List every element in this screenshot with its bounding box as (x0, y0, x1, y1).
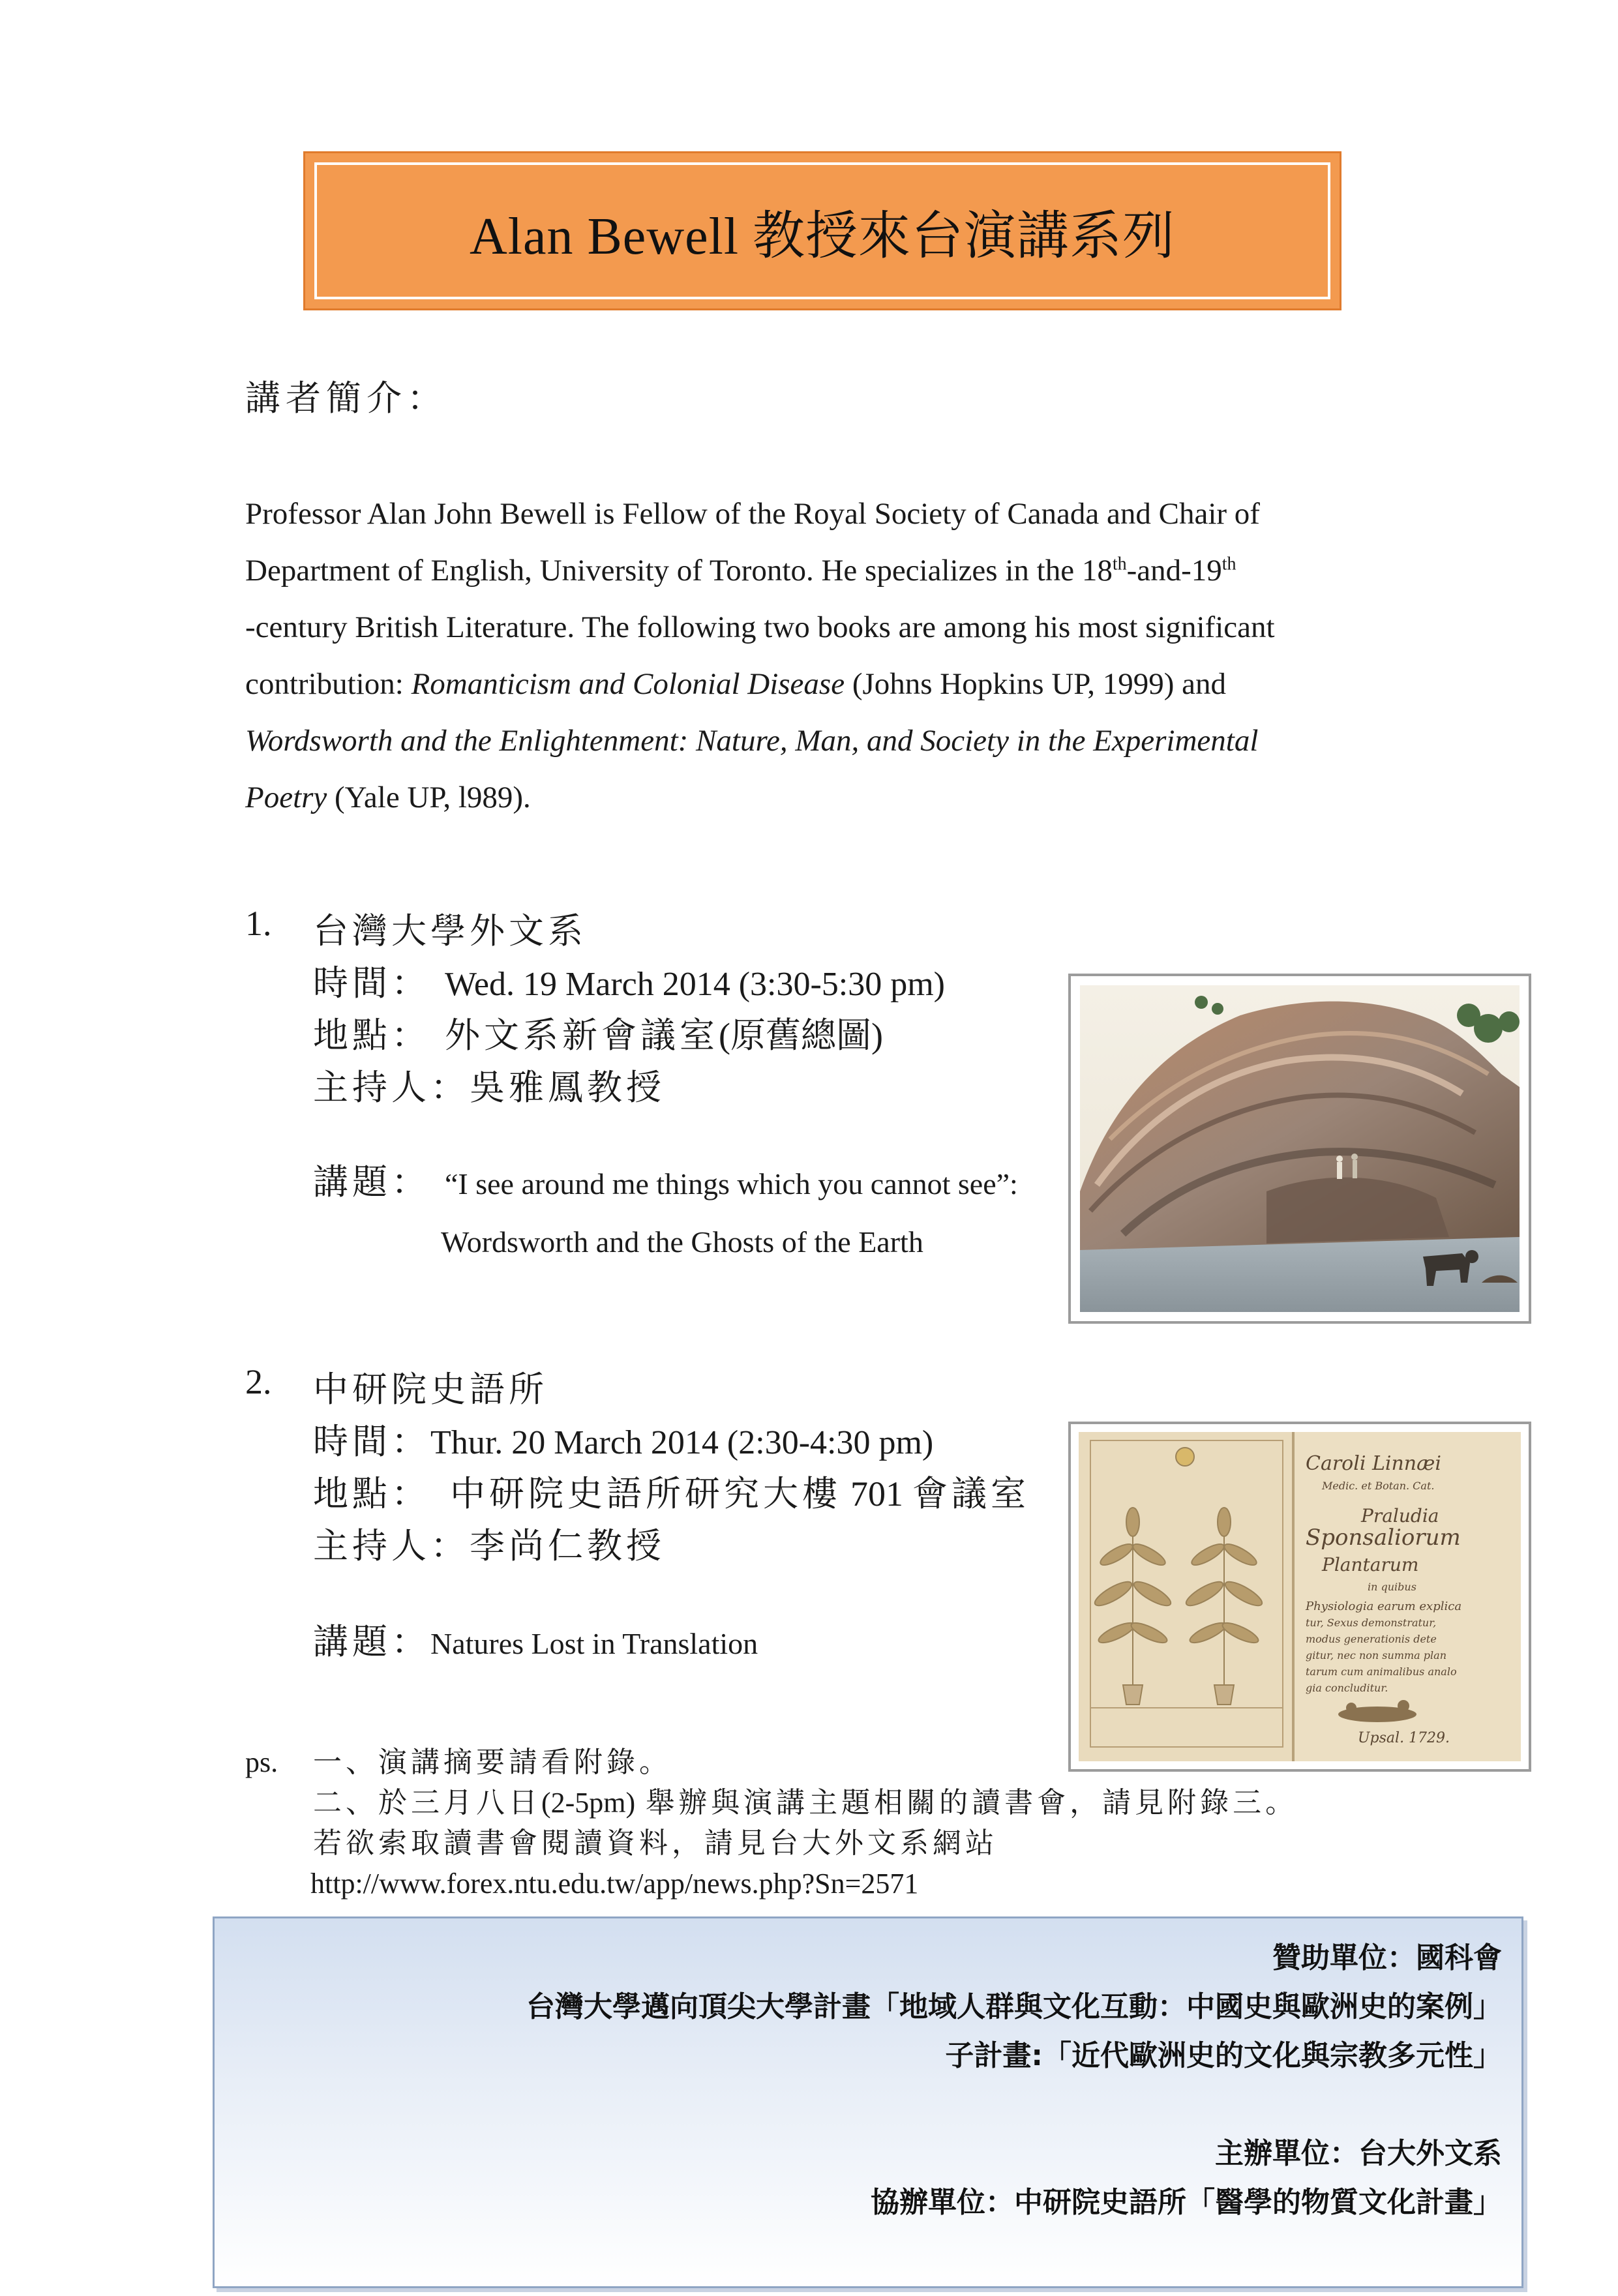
rock-landscape-painting (1068, 974, 1531, 1324)
event-2-topic: 講題：Natures Lost in Translation (313, 1622, 758, 1662)
manuscript-line-12: gia concluditur. (1306, 1682, 1388, 1694)
sponsor-box (213, 1916, 1523, 2288)
event-2-host: 主持人：李尚仁教授 (313, 1527, 665, 1566)
sponsor-line: 贊助單位：國科會 (1272, 1941, 1502, 1975)
subproject-line: 子計畫:「近代歐洲史的文化與宗教多元性」 (945, 2039, 1502, 2072)
event-1-topic-line-2: Wordsworth and the Ghosts of the Earth (441, 1225, 923, 1259)
event-2-time: 時間：Thur. 20 March 2014 (2:30-4:30 pm) (313, 1422, 934, 1461)
event-1-place: 地點： 外文系新會議室(原舊總圖) (313, 1016, 883, 1055)
speaker-bio (245, 486, 1354, 826)
manuscript-line-10: gitur, nec non summa plan (1306, 1649, 1446, 1662)
project-line: 台灣大學邁向頂尖大學計畫「地域人群與文化互動：中國史與歐洲史的案例」 (526, 1990, 1502, 2023)
bio-line-4: contribution: Romanticism and Colonial Disease (Johns Hopkins UP, 1999) and (245, 667, 1226, 701)
bio-line-5 (245, 713, 1354, 769)
title-banner (303, 151, 1341, 310)
website-link[interactable]: http://www.forex.ntu.edu.tw/app/news.php?Sn=2571 (310, 1868, 919, 1900)
manuscript-line-5: Plantarum (1322, 1554, 1419, 1575)
event-1-host: 主持人：吳雅鳳教授 (313, 1068, 665, 1107)
manuscript-line-13: Upsal. 1729. (1358, 1730, 1450, 1746)
co-organizer-line: 協辦單位：中研院史語所「醫學的物質文化計畫」 (871, 2186, 1502, 2219)
ps-line-1: 一、演講摘要請看附錄。 (313, 1746, 672, 1778)
event-2-place: 地點： 中研院史語所研究大樓 701 會議室 (313, 1474, 1030, 1513)
organizer-line: 主辦單位：台大外文系 (1215, 2137, 1502, 2170)
event-1-time: 時間： Wed. 19 March 2014 (3:30-5:30 pm) (313, 964, 945, 1003)
event-2-number: 2. (245, 1362, 272, 1401)
botanical-manuscript-image (1068, 1422, 1531, 1772)
manuscript-line-2: Medic. et Botan. Cat. (1322, 1480, 1435, 1492)
manuscript-line-4: Sponsaliorum (1306, 1525, 1461, 1551)
event-1-number: 1. (245, 904, 272, 943)
event-1-venue: 台灣大學外文系 (313, 912, 587, 951)
ps-line-3: 若欲索取讀書會閱讀資料，請見台大外文系網站 (313, 1827, 998, 1859)
bio-line-6: Poetry (Yale UP, l989). (245, 781, 531, 814)
manuscript-line-8: tur, Sexus demonstratur, (1306, 1617, 1437, 1629)
ps-label: ps. (245, 1746, 278, 1778)
book-title-1: Romanticism and Colonial Disease (411, 667, 845, 701)
ps-line-2: 二、於三月八日(2-5pm) 舉辦與演講主題相關的讀書會，請見附錄三。 (313, 1787, 1298, 1819)
manuscript-line-9: modus generationis dete (1306, 1633, 1437, 1645)
bio-line-2: Department of English, University of Toronto. He specializes in the 18th-and-19th (245, 554, 1236, 588)
manuscript-line-3: Praludia (1361, 1505, 1439, 1527)
page-title: Alan Bewell 教授來台演講系列 (469, 207, 1176, 265)
manuscript-line-6: in quibus (1368, 1581, 1416, 1593)
speaker-heading: 講者簡介： (245, 379, 447, 418)
bio-line-3: -century British Literature. The following two books are among his most significant (245, 610, 1275, 644)
manuscript-line-1: Caroli Linnæi (1306, 1452, 1441, 1475)
title-inner-border (314, 162, 1330, 299)
event-1-topic: 講題： “I see around me things which you cannot see”: (313, 1163, 1018, 1202)
book-title-2: Wordsworth and the Enlightenment: Nature, Man, and Society in the Experimental (245, 724, 1259, 758)
manuscript-line-11: tarum cum animalibus analo (1306, 1665, 1457, 1678)
bio-line-1: Professor Alan John Bewell is Fellow of the Royal Society of Canada and Chair of (245, 497, 1260, 531)
event-2-venue: 中研院史語所 (313, 1370, 548, 1409)
manuscript-line-7: Physiologia earum explica (1306, 1600, 1462, 1613)
